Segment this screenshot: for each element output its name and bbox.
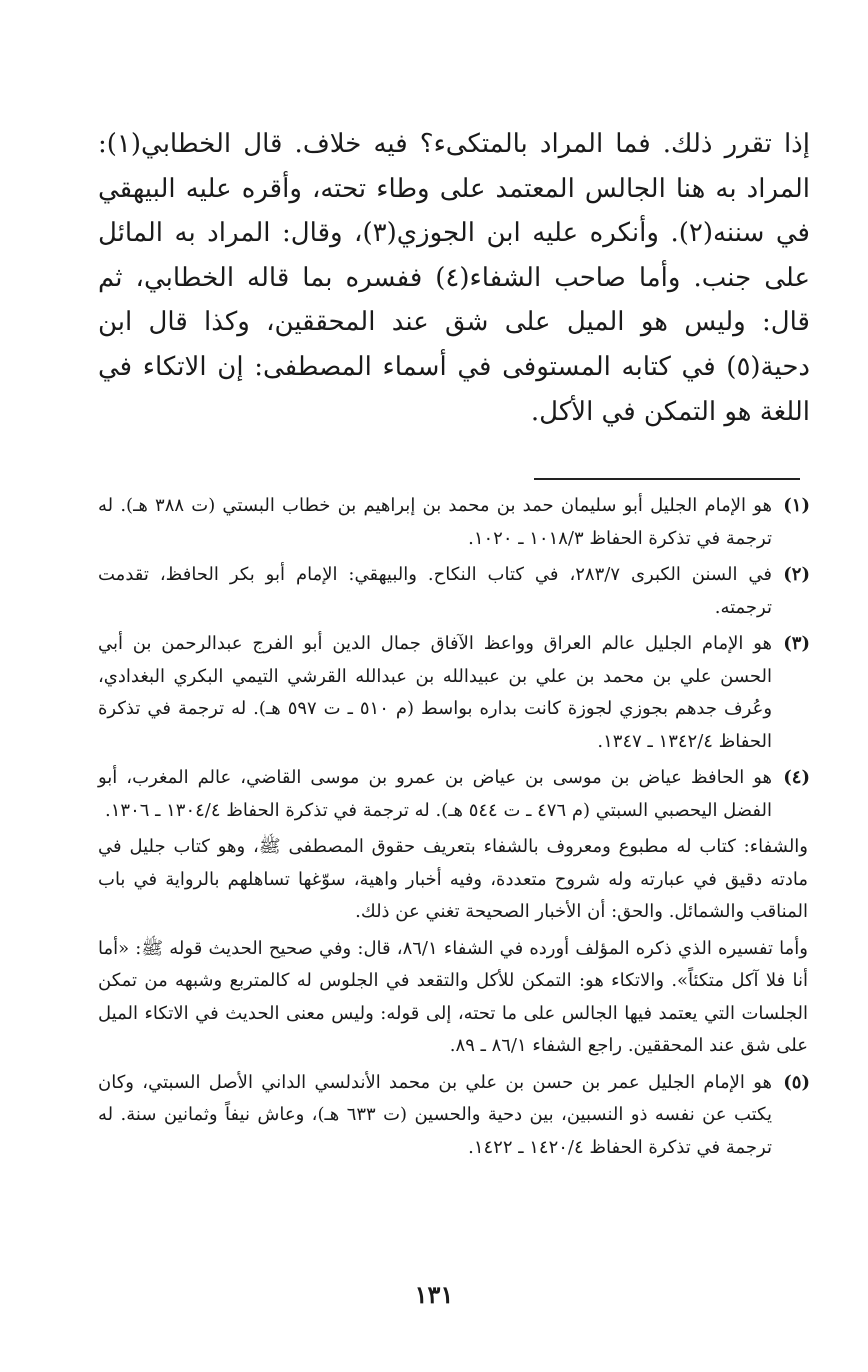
- footnote-body: [98, 490, 772, 555]
- footnote-4-tafsir-note: وأما تفسيره الذي ذكره المؤلف أورده في الشفاء ٨٦/١، قال: وفي صحيح الحديث قوله ﷺ: «أما أنا فلا آكل متكئاً». والاتكاء هو: التمكن للأكل والتقعد في الجلوس له كالمتربع وشبهه من تمكن الجلسات التي يعتمد فيها الجالس على ما تحته، إلى قوله: وليس معنى الحديث في الاتكاء الميل على شق عند المحققين. راجع الشفاء ٨٦/١ ـ ٨٩.: [98, 937, 808, 1056]
- footnote-text: هو الإمام الجليل عالم العراق وواعظ الآفاق جمال الدين أبو الفرج عبدالرحمن بن أبي الحسن علي بن محمد بن علي بن عبيدالله بن عبدالله القرشي التيمي البكري البغدادي، وعُرف جدهم بجوزي لجوزة كانت بداره بواسط (م ٥١٠ ـ ت ٥٩٧ هـ). له ترجمة في تذكرة الحفاظ ١٣٤٢/٤ ـ ١٣٤٧.: [98, 633, 773, 752]
- footnote-1: [98, 490, 810, 555]
- footnote-text: في السنن الكبرى ٢٨٣/٧، في كتاب النكاح. والبيهقي: الإمام أبو بكر الحافظ، تقدمت ترجمته.: [98, 564, 772, 618]
- footnote-body: [98, 1067, 772, 1165]
- footnote-divider: [534, 478, 800, 480]
- footnote-4-shifa-note: والشفاء: كتاب له مطبوع ومعروف بالشفاء بتعريف حقوق المصطفى ﷺ، وهو كتاب جليل في مادته دقيق في عبارته وله شروح متعددة، وفيه أخبار واهية، سوّغها تساهلهم بالرواية في باب المناقب والشمائل. والحق: أن الأخبار الصحيحة تغني عن ذلك.: [98, 836, 808, 922]
- footnote-4: [98, 762, 810, 827]
- main-paragraph: إذا تقرر ذلك. فما المراد بالمتكىء؟ فيه خلاف. قال الخطابي(١): المراد به هنا الجالس المعتمد على وطاء تحته، وأقره عليه البيهقي في سننه(٢). وأنكره عليه ابن الجوزي(٣)، وقال: المراد به المائل على جنب. وأما صاحب الشفاء(٤) ففسره بما قاله الخطابي، ثم قال: وليس هو الميل على شق عند المحققين، وكذا قال ابن دحية(٥) في كتابه المستوفى في أسماء المصطفى: إن الاتكاء في اللغة هو التمكن في الأكل.: [98, 129, 810, 427]
- footnote-number: (٤): [783, 767, 810, 788]
- footnote-number: (٢): [783, 564, 810, 585]
- footnote-number: (٣): [783, 633, 810, 654]
- footnote-text: هو الحافظ عياض بن موسى بن عياض بن عمرو بن موسى القاضي، عالم المغرب، أبو الفضل اليحصبي السبتي (م ٤٧٦ ـ ت ٥٤٤ هـ). له ترجمة في تذكرة الحفاظ ١٣٠٤/٤ ـ ١٣٠٦.: [98, 767, 772, 821]
- footnote-text: هو الإمام الجليل عمر بن حسن بن علي بن محمد الأندلسي الداني الأصل السبتي، وكان يكتب عن نفسه ذو النسبين، بين دحية والحسين (ت ٦٣٣ هـ)، وعاش نيفاً وثمانين سنة. له ترجمة في تذكرة الحفاظ ١٤٢٠/٤ ـ ١٤٢٢.: [98, 1071, 773, 1158]
- footnote-body: [98, 762, 772, 827]
- footnote-3: [98, 628, 810, 758]
- footnote-2: [98, 559, 810, 624]
- main-text-block: [98, 122, 810, 434]
- footnote-body: [98, 628, 772, 758]
- footnote-number: (١): [783, 495, 810, 516]
- page-number: ١٣١: [414, 1280, 454, 1309]
- footnote-number: (٥): [783, 1071, 810, 1093]
- footnote-text: هو الإمام الجليل أبو سليمان حمد بن محمد بن إبراهيم بن خطاب البستي (ت ٣٨٨ هـ). له ترجمة في تذكرة الحفاظ ١٠١٨/٣ ـ ١٠٢٠.: [98, 495, 772, 549]
- footnote-5: [98, 1067, 810, 1165]
- footnote-body: [98, 559, 772, 624]
- footnotes-section: [98, 490, 810, 1168]
